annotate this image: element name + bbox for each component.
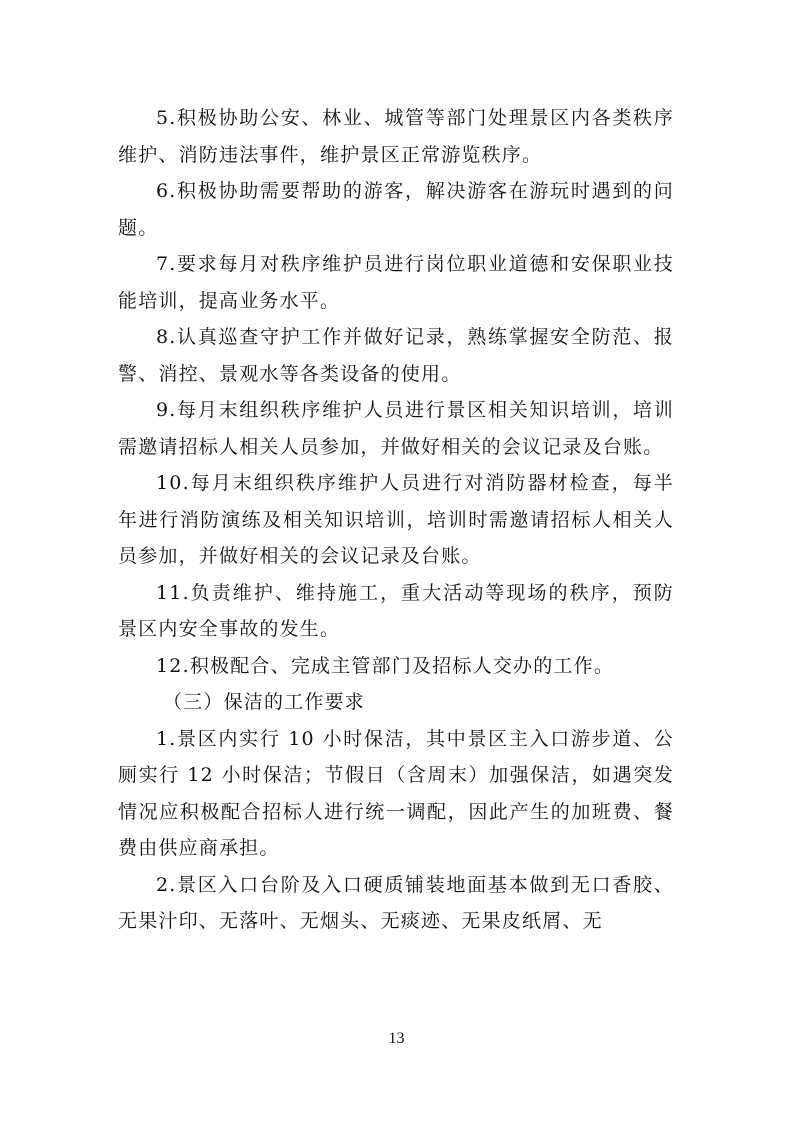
page-content: [118, 100, 674, 940]
cleaning-item-2: 2.景区入口台阶及入口硬质铺装地面基本做到无口香胶、无果汁印、无落叶、无烟头、无痰迹、无果皮纸屑、无: [118, 873, 674, 932]
paragraph-item-10: 10.每月末组织秩序维护人员进行对消防器材检查，每半年进行消防演练及相关知识培训，培训时需邀请招标人相关人员参加，并做好相关的会议记录及台账。: [118, 472, 674, 567]
paragraph-item-11: 11.负责维护、维持施工，重大活动等现场的秩序，预防景区内安全事故的发生。: [118, 581, 674, 640]
paragraph-item-5: 5.积极协助公安、林业、城管等部门处理景区内各类秩序维护、消防违法事件，维护景区正常游览秩序。: [118, 107, 674, 166]
paragraph-item-6: 6.积极协助需要帮助的游客，解决游客在游玩时遇到的问题。: [118, 180, 674, 239]
paragraph-item-9: 9.每月末组织秩序维护人员进行景区相关知识培训，培训需邀请招标人相关人员参加，并做好相关的会议记录及台账。: [118, 399, 674, 458]
paragraph-item-7: 7.要求每月对秩序维护员进行岗位职业道德和安保职业技能培训，提高业务水平。: [118, 253, 674, 312]
page-number: 13: [388, 1030, 405, 1047]
cleaning-item-1: 1.景区内实行 10 小时保洁，其中景区主入口游步道、公厕实行 12 小时保洁；节假日（含周末）加强保洁，如遇突发情况应积极配合招标人进行统一调配，因此产生的加班费、餐费由供应商承担。: [118, 727, 674, 859]
section-heading: （三）保洁的工作要求: [163, 691, 366, 713]
paragraph-item-12: 12.积极配合、完成主管部门及招标人交办的工作。: [156, 654, 615, 677]
paragraph-item-8: 8.认真巡查守护工作并做好记录，熟练掌握安全防范、报警、消控、景观水等各类设备的使用。: [118, 326, 674, 385]
